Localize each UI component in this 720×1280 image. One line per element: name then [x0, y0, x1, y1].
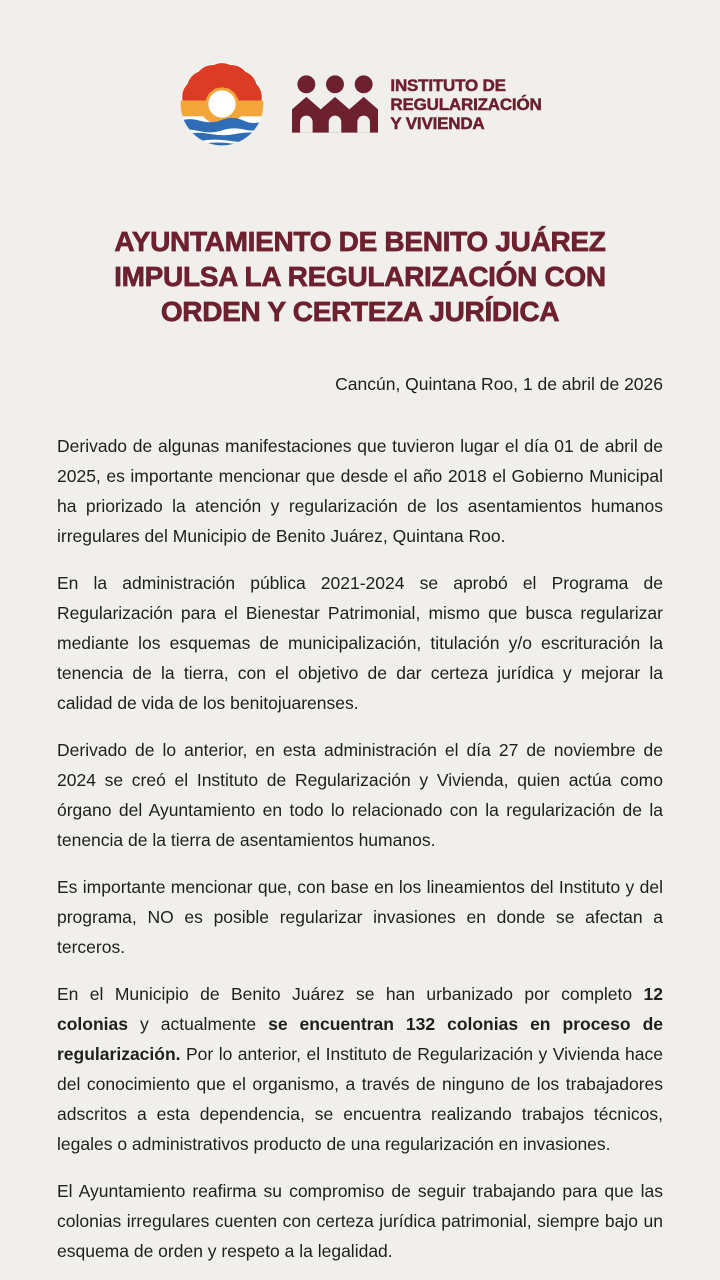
paragraph-text: En la administración pública 2021-2024 se aprobó el Programa de Regularización para el Bienestar Patrimonial, mismo que busca regularizar mediante los esquemas de municipalización, titulación y/o escrituración la tenencia de la tierra, con el objetivo de dar certeza jurídica y mejorar la calidad de vida de los benitojuarenses.: [57, 573, 663, 713]
paragraph-text-bold: 12 colonias: [57, 984, 663, 1034]
paragraph-text: El Ayuntamiento reafirma su compromiso de seguir trabajando para que las colonias irregulares cuenten con certeza jurídica patrimonial, siempre bajo un esquema de orden y respeto a la legalidad.: [57, 1181, 663, 1261]
municipal-sun-seal-icon: [178, 60, 266, 148]
headline-line: IMPULSA LA REGULARIZACIÓN CON: [114, 261, 606, 292]
headline-line: ORDEN Y CERTEZA JURÍDICA: [160, 296, 560, 327]
institute-wordmark: [390, 76, 541, 133]
paragraph-5: [57, 979, 663, 1159]
body-copy: [57, 431, 663, 1266]
three-people-houses-icon: [292, 75, 378, 133]
institute-logo: [292, 75, 541, 133]
paragraph-2: [57, 568, 663, 718]
paragraph-6: [57, 1176, 663, 1266]
paragraph-text-bold: se encuentran 132 colonias en proceso de regularización.: [57, 1014, 664, 1064]
headline: [0, 224, 720, 329]
paragraph-text: Derivado de algunas manifestaciones que tuvieron lugar el día 01 de abril de 2025, es importante mencionar que desde el año 2018 el Gobierno Municipal ha priorizado la atención y regularización de los asentamientos humanos irregulares del Municipio de Benito Juárez, Quintana Roo.: [57, 436, 663, 546]
paragraph-3: [57, 735, 663, 855]
wordmark-line: INSTITUTO DE: [390, 75, 506, 95]
paragraph-text: Es importante mencionar que, con base en los lineamientos del Instituto y del programa, NO es posible regularizar invasiones en donde se afectan a terceros.: [57, 877, 663, 957]
wordmark-line: REGULARIZACIÓN: [390, 94, 542, 114]
paragraph-1: [57, 431, 663, 551]
paragraph-text: y actualmente: [128, 1014, 269, 1034]
paragraph-text: En el Municipio de Benito Juárez se han urbanizado por completo: [57, 984, 644, 1004]
wordmark-line: Y VIVIENDA: [390, 113, 485, 133]
press-release-body: [0, 373, 720, 1266]
paragraph-text: Por lo anterior, el Instituto de Regularización y Vivienda hace del conocimiento que el organismo, a través de ninguno de los trabajadores adscritos a esta dependencia, se encuentra realizando trabajos técnicos, legales o administrativos producto de una regularización en invasiones.: [57, 1044, 663, 1154]
headline-line: AYUNTAMIENTO DE BENITO JUÁREZ: [114, 226, 606, 257]
paragraph-text: Derivado de lo anterior, en esta administración el día 27 de noviembre de 2024 se creó el Instituto de Regularización y Vivienda, quien actúa como órgano del Ayuntamiento en todo lo relacionado con la regularización de la tenencia de la tierra de asentamientos humanos.: [57, 740, 663, 850]
paragraph-4: [57, 872, 663, 962]
dateline: Cancún, Quintana Roo, 1 de abril de 2026: [335, 374, 663, 394]
header-logos: [0, 0, 720, 148]
